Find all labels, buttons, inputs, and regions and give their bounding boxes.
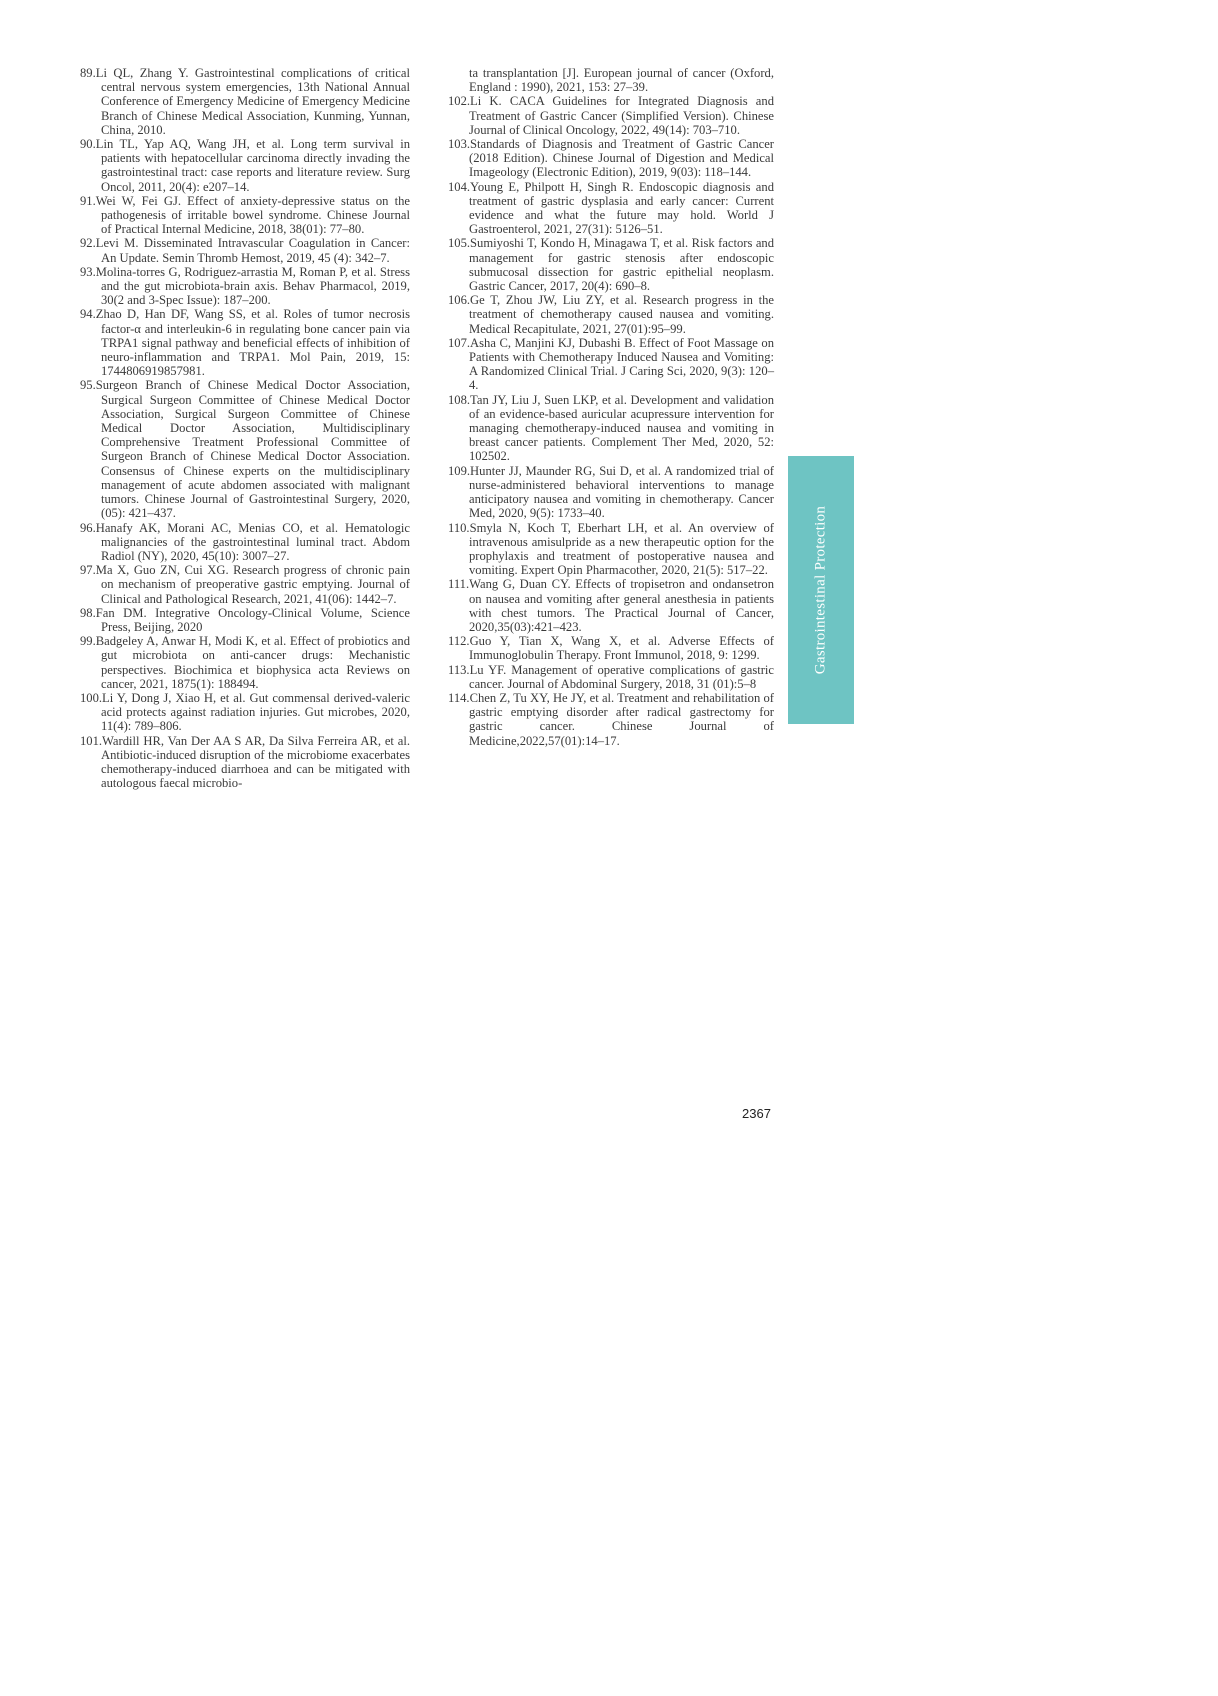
reference-entry [448,336,774,393]
reference-text: Ma X, Guo ZN, Cui XG. Research progress of chronic pain on mechanism of preoperative gastric emptying. Journal of Clinical and Pathological Research, 2021, 41(06): 1442–7. [95,563,410,606]
reference-text: Chen Z, Tu XY, He JY, et al. Treatment and rehabilitation of gastric emptying disorder after radical gastrectomy for gastric cancer. Chinese Journal of Medicine,2022,57(01):14–17. [469,690,774,748]
reference-entry [80,378,410,520]
reference-number: 106. [448,293,471,308]
reference-text: Li K. CACA Guidelines for Integrated Diagnosis and Treatment of Gastric Cancer (Simplified Version). Chinese Journal of Clinical Oncology, 2022, 49(14): 703–710. [469,94,774,137]
reference-text: Surgeon Branch of Chinese Medical Doctor Association, Surgical Surgeon Committee of Chinese Medical Doctor Association, Surgical Surgeon Committee of Chinese Medical Doctor Association, Multidisciplinary Comprehensive Treatment Professional Committee of Surgeon Branch of Chinese Medical Doctor Association. Consensus of Chinese experts on the multidisciplinary management of acute abdomen associated with malignant tumors. Chinese Journal of Gastrointestinal Surgery, 2020, (05): 421–437. [95,378,410,521]
reference-entry [80,563,410,606]
reference-entry [80,691,410,734]
reference-entry [448,94,774,137]
reference-entry [448,577,774,634]
reference-number: 103. [448,137,471,152]
reference-text: Wang G, Duan CY. Effects of tropisetron and ondansetron on nausea and vomiting after general anesthesia in patients with chest tumors. The Practical Journal of Cancer, 2020,35(03):421–423. [469,577,774,634]
reference-text: Wei W, Fei GJ. Effect of anxiety-depressive status on the pathogenesis of irritable bowel syndrome. Chinese Journal of Practical Internal Medicine, 2018, 38(01): 77–80. [95,193,410,237]
reference-number: 101. [80,733,103,748]
reference-entry [448,691,774,748]
reference-entry [448,464,774,521]
reference-text: Standards of Diagnosis and Treatment of Gastric Cancer (2018 Edition). Chinese Journal of Digestion and Medical Imageology (Electronic Edition), 2019, 9(03): 118–144. [469,137,774,180]
reference-number: 105. [448,236,471,251]
reference-number: 114. [448,690,470,705]
reference-entry [80,137,410,194]
reference-text: Young E, Philpott H, Singh R. Endoscopic diagnosis and treatment of gastric dysplasia and early cancer: Current evidence and what the future may hold. World J Gastroenterol, 2021, 27(31): 5126–51. [469,179,774,237]
section-side-tab-label: Gastrointestinal Protection [812,505,829,675]
reference-number: 89. [80,66,96,80]
reference-entry [80,66,410,137]
reference-text: Hunter JJ, Maunder RG, Sui D, et al. A randomized trial of nurse-administered behavioral interventions to manage anticipatory nausea and vomiting in chemotherapy. Cancer Med, 2020, 9(5): 1733–40. [469,463,774,521]
reference-number: 108. [448,392,471,407]
reference-text: Zhao D, Han DF, Wang SS, et al. Roles of tumor necrosis factor-α and interleukin-6 in regulating bone cancer pain via TRPA1 signal pathway and beneficial effects of inhibition of neuro-inflammation and TRPA1. Mol Pain, 2019, 15: 1744806919857981. [95,307,410,379]
reference-entry [80,307,410,378]
reference-entry [80,734,410,791]
reference-entry [80,634,410,691]
reference-number: 94. [80,307,96,322]
reference-text: Smyla N, Koch T, Eberhart LH, et al. An overview of intravenous amisulpride as a new therapeutic option for the prophylaxis and treatment of postoperative nausea and vomiting. Expert Opin Pharmacother, 2020, 21(5): 517–22. [469,520,774,578]
reference-entry [448,236,774,293]
reference-text: Lu YF. Management of operative complications of gastric cancer. Journal of Abdominal Surgery, 2018, 31 (01):5–8 [469,662,774,691]
reference-number: 107. [448,335,471,350]
reference-text: Guo Y, Tian X, Wang X, et al. Adverse Effects of Immunoglobulin Therapy. Front Immunol, 2018, 9: 1299. [469,634,774,663]
reference-text: Wardill HR, Van Der AA S AR, Da Silva Ferreira AR, et al. Antibiotic-induced disruption of the microbiome exacerbates chemotherapy-induced diarrhoea and can be mitigated with autologous faecal microbio- [101,733,410,791]
reference-number: 112. [448,634,470,649]
reference-entry [448,521,774,578]
reference-number: 97. [80,563,96,578]
page-number: 2367 [742,1106,771,1121]
reference-entry [80,265,410,308]
reference-number: 92. [80,236,96,251]
reference-number: 96. [80,520,96,535]
reference-entry [448,137,774,180]
reference-entry [80,606,410,634]
reference-number: 113. [448,662,470,677]
reference-text: Tan JY, Liu J, Suen LKP, et al. Development and validation of an evidence-based auricular acupressure intervention for managing chemotherapy-induced nausea and vomiting in breast cancer patients. Complement Ther Med, 2020, 52: 102502. [469,392,774,464]
reference-text: Hanafy AK, Morani AC, Menias CO, et al. Hematologic malignancies of the gastrointestinal luminal tract. Abdom Radiol (NY), 2020, 45(10): 3007–27. [95,520,410,563]
reference-entry [80,194,410,237]
reference-text: Molina-torres G, Rodriguez-arrastia M, Roman P, et al. Stress and the gut microbiota-brain axis. Behav Pharmacol, 2019, 30(2 and 3-Spec Issue): 187–200. [95,264,410,308]
reference-number: 104. [448,179,471,194]
references-left-column [80,66,410,790]
reference-text: Sumiyoshi T, Kondo H, Minagawa T, et al. Risk factors and management for gastric stenosis after endoscopic submucosal dissection for gastric epithelial neoplasm. Gastric Cancer, 2017, 20(4): 690–8. [469,236,774,294]
reference-text: Badgeley A, Anwar H, Modi K, et al. Effect of probiotics and gut microbiota on anti-cancer drugs: Mechanistic perspectives. Biochimica et biophysica acta Reviews on cancer, 2021, 1875(1): 188494. [95,634,410,691]
reference-number: 109. [448,463,471,478]
references-right-column [448,66,774,748]
reference-text: Fan DM. Integrative Oncology-Clinical Volume, Science Press, Beijing, 2020 [95,605,410,634]
reference-number: 95. [80,378,96,393]
reference-entry [448,393,774,464]
reference-number: 90. [80,137,96,152]
reference-text: Ge T, Zhou JW, Liu ZY, et al. Research progress in the treatment of chemotherapy caused nausea and vomiting. Medical Recapitulate, 2021, 27(01):95–99. [469,293,774,336]
reference-continuation: ta transplantation [J]. European journal of cancer (Oxford, England : 1990), 2021, 153: 27–39. [469,66,774,95]
reference-text: Asha C, Manjini KJ, Dubashi B. Effect of Foot Massage on Patients with Chemotherapy Induced Nausea and Vomiting: A Randomized Clinical Trial. J Caring Sci, 2020, 9(3): 120–4. [469,335,774,393]
reference-entry [448,180,774,237]
reference-number: 99. [80,634,96,649]
reference-entry [448,293,774,336]
reference-number: 111. [448,577,470,592]
reference-number: 93. [80,264,96,279]
reference-text: Li Y, Dong J, Xiao H, et al. Gut commensal derived-valeric acid protects against radiation injuries. Gut microbes, 2020, 11(4): 789–806. [101,690,410,734]
reference-entry [80,521,410,564]
reference-text: Lin TL, Yap AQ, Wang JH, et al. Long term survival in patients with hepatocellular carcinoma directly invading the gastrointestinal tract: case reports and literature review. Surg Oncol, 2011, 20(4): e207–14. [95,137,410,194]
reference-entry [448,634,774,662]
reference-number: 98. [80,605,96,620]
reference-entry [80,236,410,264]
reference-text: Li QL, Zhang Y. Gastrointestinal complications of critical central nervous system emergencies, 13th National Annual Conference of Emergency Medicine of Emergency Medicine Branch of Chinese Medical Association, Kunming, Yunnan, China, 2010. [95,66,410,137]
reference-text: Levi M. Disseminated Intravascular Coagulation in Cancer: An Update. Semin Thromb Hemost, 2019, 45 (4): 342–7. [95,236,410,265]
reference-entry [448,663,774,691]
reference-number: 102. [448,94,471,109]
reference-number: 100. [80,690,103,705]
section-side-tab [788,456,854,724]
reference-number: 91. [80,193,96,208]
reference-number: 110. [448,520,470,535]
